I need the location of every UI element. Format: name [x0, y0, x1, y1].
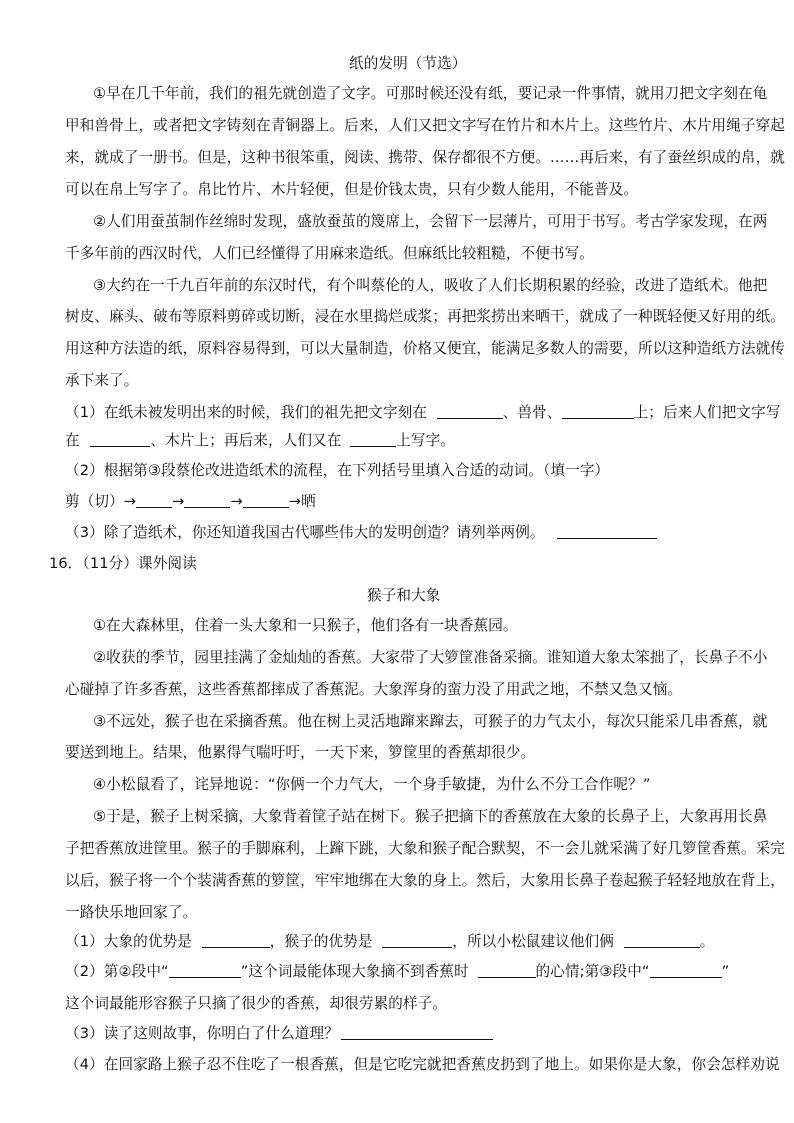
passage1-line: 来，就成了一册书。但是，这种书很笨重，阅读、携带、保存都很不方便。……再后来，有了蚕丝织成的帛，就: [65, 149, 785, 166]
process-flow: [65, 492, 316, 512]
arrow-icon: →: [123, 493, 137, 510]
passage1-line: 树皮、麻头、破布等原料剪碎或切断，浸在水里捣烂成浆；再把浆捞出来晒干，就成了一种既轻便又好用的纸。: [65, 308, 785, 325]
answer-blank[interactable]: [90, 432, 150, 447]
answer-blank[interactable]: [624, 933, 700, 948]
p1-question-3: [65, 523, 657, 543]
p1-question-2: （2）根据第③段蔡伦改进造纸术的流程，在下列括号里填入合适的动词。（填一字）: [65, 462, 610, 479]
q-text: ，所以小松鼠建议他们俩: [452, 933, 614, 950]
passage1-line: ①早在几千年前，我们的祖先就创造了文字。可那时候还没有纸，要记录一件事情，就用刀把文字刻在龟: [93, 85, 768, 102]
answer-blank[interactable]: [202, 933, 270, 948]
passage2-line: 子把香蕉放进筐里。猴子的手脚麻利，上蹿下跳，大象和猴子配合默契，不一会儿就采满了好几箩筐香蕉。采完: [65, 840, 785, 857]
q-text: （2）第②段中“: [65, 963, 169, 980]
arrow-icon: →: [230, 493, 243, 510]
passage1-line: ②人们用蚕茧制作丝绵时发现，盛放蚕茧的篾席上，会留下一层薄片，可用于书写。考古学家发现，在两: [93, 213, 768, 230]
q-text: 在: [65, 432, 80, 449]
answer-blank[interactable]: [437, 404, 503, 419]
flow-start: 剪（切）: [65, 493, 124, 510]
answer-blank[interactable]: [243, 493, 289, 508]
passage1-line: 可以在帛上写字了。帛比竹片、木片轻便，但是价钱太贵，只有少数人能用，不能普及。: [65, 181, 639, 198]
q-text: 上写字。: [396, 432, 456, 449]
passage2-line: 心碰掉了许多香蕉，这些香蕉都摔成了香蕉泥。大象浑身的蛮力没了用武之地，不禁又急又恼。: [65, 681, 683, 698]
p1-question-1: [65, 403, 781, 423]
answer-blank[interactable]: [169, 963, 241, 978]
q-text: （3）读了这则故事，你明白了什么道理？: [65, 1025, 339, 1042]
q16-question-1: [65, 932, 714, 952]
passage2-line: ④小松鼠看了，诧异地说：“你俩一个力气大，一个身手敏捷，为什么不分工合作呢？”: [93, 776, 651, 793]
passage1-line: 承下来了。: [65, 372, 139, 389]
q-text: （3）除了造纸术，你还知道我国古代哪些伟大的发明创造？请列举两例。: [65, 524, 545, 541]
question-16-header: 16．（11分）课外阅读: [49, 555, 197, 572]
passage2-line: ②收获的季节，园里挂满了金灿灿的香蕉。大家带了大箩筐准备采摘。谁知道大象太笨拙了，长鼻子不小: [93, 649, 768, 666]
passage1-line: 千多年前的西汉时代，人们已经懂得了用麻来造纸。但麻纸比较粗糙，不便书写。: [65, 245, 594, 262]
q16-question-4: （4）在回家路上猴子忍不住吃了一根香蕉，但是它吃完就把香蕉皮扔到了地上。如果你是大象，你会怎样劝说: [65, 1056, 780, 1073]
passage2-line: ①在大森林里，住着一头大象和一只猴子，他们各有一块香蕉园。: [93, 617, 518, 634]
q16-question-2-cont: 这个词最能形容猴子只摘了很少的香蕉，却很劳累的样子。: [65, 995, 448, 1012]
passage2-line: 一路快乐地回家了。: [65, 904, 198, 921]
q-text: 的心情;第③段中“: [535, 963, 650, 980]
arrow-icon: →: [172, 493, 185, 510]
answer-blank[interactable]: [382, 933, 452, 948]
passage2-line: ③不远处，猴子也在采摘香蕉。他在树上灵活地蹿来蹿去，可猴子的力气太小，每次只能采几串香蕉，就: [93, 713, 768, 730]
passage2-line: 以后，猴子将一个个装满香蕉的箩筐，牢牢地绑在大象的身上。然后，大象用长鼻子卷起猴子轻轻地放在背上，: [65, 872, 785, 889]
q16-question-2: [65, 962, 729, 982]
answer-blank[interactable]: [341, 1025, 493, 1040]
answer-blank[interactable]: [478, 963, 536, 978]
q-text: ，猴子的优势是: [269, 933, 373, 950]
q16-question-3: [65, 1024, 493, 1044]
p1-question-1-cont: [65, 431, 455, 451]
passage1-line: 甲和兽骨上，或者把文字铸刻在青铜器上。后来，人们又把文字写在竹片和木片上。这些竹片、木片用绳子穿起: [65, 117, 785, 134]
arrow-icon: →: [288, 493, 302, 510]
q-text: ”: [721, 963, 730, 980]
passage2-line: 要送到地上。结果，他累得气喘吁吁，一天下来，箩筐里的香蕉却很少。: [65, 744, 536, 761]
passage2-line: ⑤于是，猴子上树采摘，大象背着筐子站在树下。猴子把摘下的香蕉放在大象的长鼻子上，大象再用长鼻: [93, 808, 768, 825]
passage1-line: ③大约在一千九百年前的东汉时代，有个叫蔡伦的人，吸收了人们长期积累的经验，改进了造纸术。他把: [93, 277, 768, 294]
passage1-line: 用这种方法造的纸，原料容易得到，可以大量制造，价格又便宜，能满足多数人的需要，所以这种造纸方法就传: [65, 340, 785, 357]
q-text: （1）在纸未被发明出来的时候，我们的祖先把文字刻在: [65, 404, 428, 421]
q-text: 、木片上；再后来，人们又在: [150, 432, 342, 449]
answer-blank[interactable]: [184, 493, 230, 508]
passage1-title: 纸的发明（节选）: [349, 55, 467, 72]
q-text: 。: [699, 933, 715, 950]
answer-blank[interactable]: [136, 493, 172, 508]
passage2-title: 猴子和大象: [367, 587, 441, 604]
flow-end: 晒: [301, 493, 316, 510]
q-text: 、兽骨、: [502, 404, 562, 421]
answer-blank[interactable]: [650, 963, 722, 978]
answer-blank[interactable]: [562, 404, 634, 419]
q-text: ”这个词最能体现大象摘不到香蕉时: [240, 963, 469, 980]
q-text: 上；后来人们把文字写: [633, 404, 781, 421]
answer-blank[interactable]: [350, 432, 396, 447]
q-text: （1）大象的优势是: [65, 933, 192, 950]
answer-blank[interactable]: [557, 524, 657, 539]
